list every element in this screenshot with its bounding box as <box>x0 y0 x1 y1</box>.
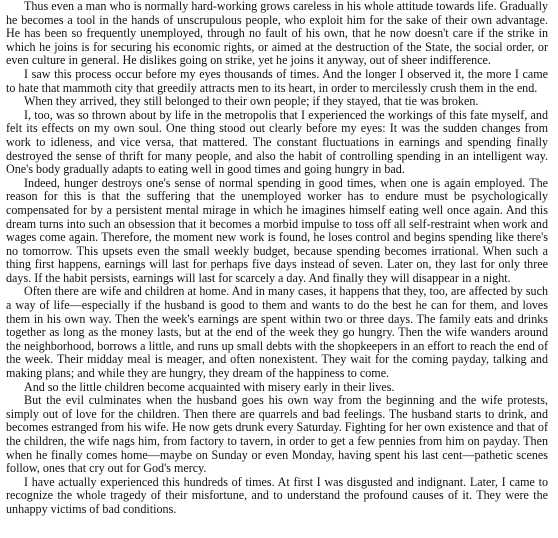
paragraph-7: And so the little children become acquainted with misery early in their lives. <box>24 379 395 394</box>
paragraph-4: I, too, was so thrown about by life in the metropolis that I experienced the workings of this fate myself, and felt its effects on my own soul. One thing stood out clearly before my eyes: It was the sudden changes from work to idleness, and vice versa, that mattered. The constant fluctuations in earnings and spending finally destroyed the sense of thrift for many people, and also the habit of controlling spending in an intelligent way. One's body gradually adapts to eating well in good times and going hungry in bad. <box>6 107 548 177</box>
paragraph-2: I saw this process occur before my eyes thousands of times. And the longer I observed it, the more I came to hate that mammoth city that greedily attracts men to its heart, in order to mercilessly crush them in the end. <box>6 66 548 95</box>
paragraph-5: Indeed, hunger destroys one's sense of normal spending in good times, when one is again employed. The reason for this is that the suffering that the unemployed worker has to endure must be psychologically compensated for by a persistent mental mirage in which he imagines himself eating well once again. And this dream turns into such an obsession that it becomes a morbid impulse to toss off all self-restraint when work and wages come again. Therefore, the moment new work is found, he loses control and begins spending like there's no tomorrow. This upsets even the small weekly budget, because spending becomes irrational. When such a thing first happens, earnings will last for perhaps five days instead of seven. Later on, they last for only three days. If the habit persists, earnings will last for scarcely a day. And finally they will disappear in a night. <box>6 175 548 285</box>
paragraph-9: I have actually experienced this hundreds of times. At first I was disgusted and indignant. Later, I came to recognize the whole tragedy of their misfortune, and to understand the profound causes of it. They were the unhappy victims of bad conditions. <box>6 474 548 516</box>
paragraph-6: Often there are wife and children at home. And in many cases, it happens that they, too, are affected by such a way of life—especially if the husband is good to them and wants to do the best he can for them, and loves them in his own way. Then the week's earnings are spent within two or three days. The family eats and drinks together as long as the money lasts, but at the end of the week they go hungry. Then the wife wanders around the neighborhood, borrows a little, and runs up small debts with the shopkeepers in an effort to reach the end of the week. Their midday meal is meager, and often nonexistent. They wait for the coming payday, talking and making plans; and while they are hungry, they dream of the happiness to come. <box>6 284 548 381</box>
paragraph-3: When they arrived, they still belonged to their own people; if they stayed, that tie was broken. <box>24 94 479 109</box>
paragraph-1: Thus even a man who is normally hard-working grows careless in his whole attitude towards life. Gradually he becomes a tool in the hands of unscrupulous people, who exploit him for the sake of their own advantage. He has been so frequently unemployed, through no fault of his own, that he now doesn't care if the strike in which he joins is for securing his economic rights, or aimed at the destruction of the State, the social order, or even culture in general. He dislikes going on strike, yet he joins it anyway, out of sheer indifference. <box>6 0 548 68</box>
paragraph-8: But the evil culminates when the husband goes his own way from the beginning and the wife protests, simply out of love for the children. Then there are quarrels and bad feelings. The husband starts to drink, and becomes estranged from his wife. He now gets drunk every Saturday. Fighting for her own existence and that of the children, the wife nags him, from factory to tavern, in order to get a few pennies from him on payday. Then when he finally comes home—maybe on Sunday or even Monday, having spent his last cent—pathetic scenes follow, ones that cry out for God's mercy. <box>6 393 548 476</box>
